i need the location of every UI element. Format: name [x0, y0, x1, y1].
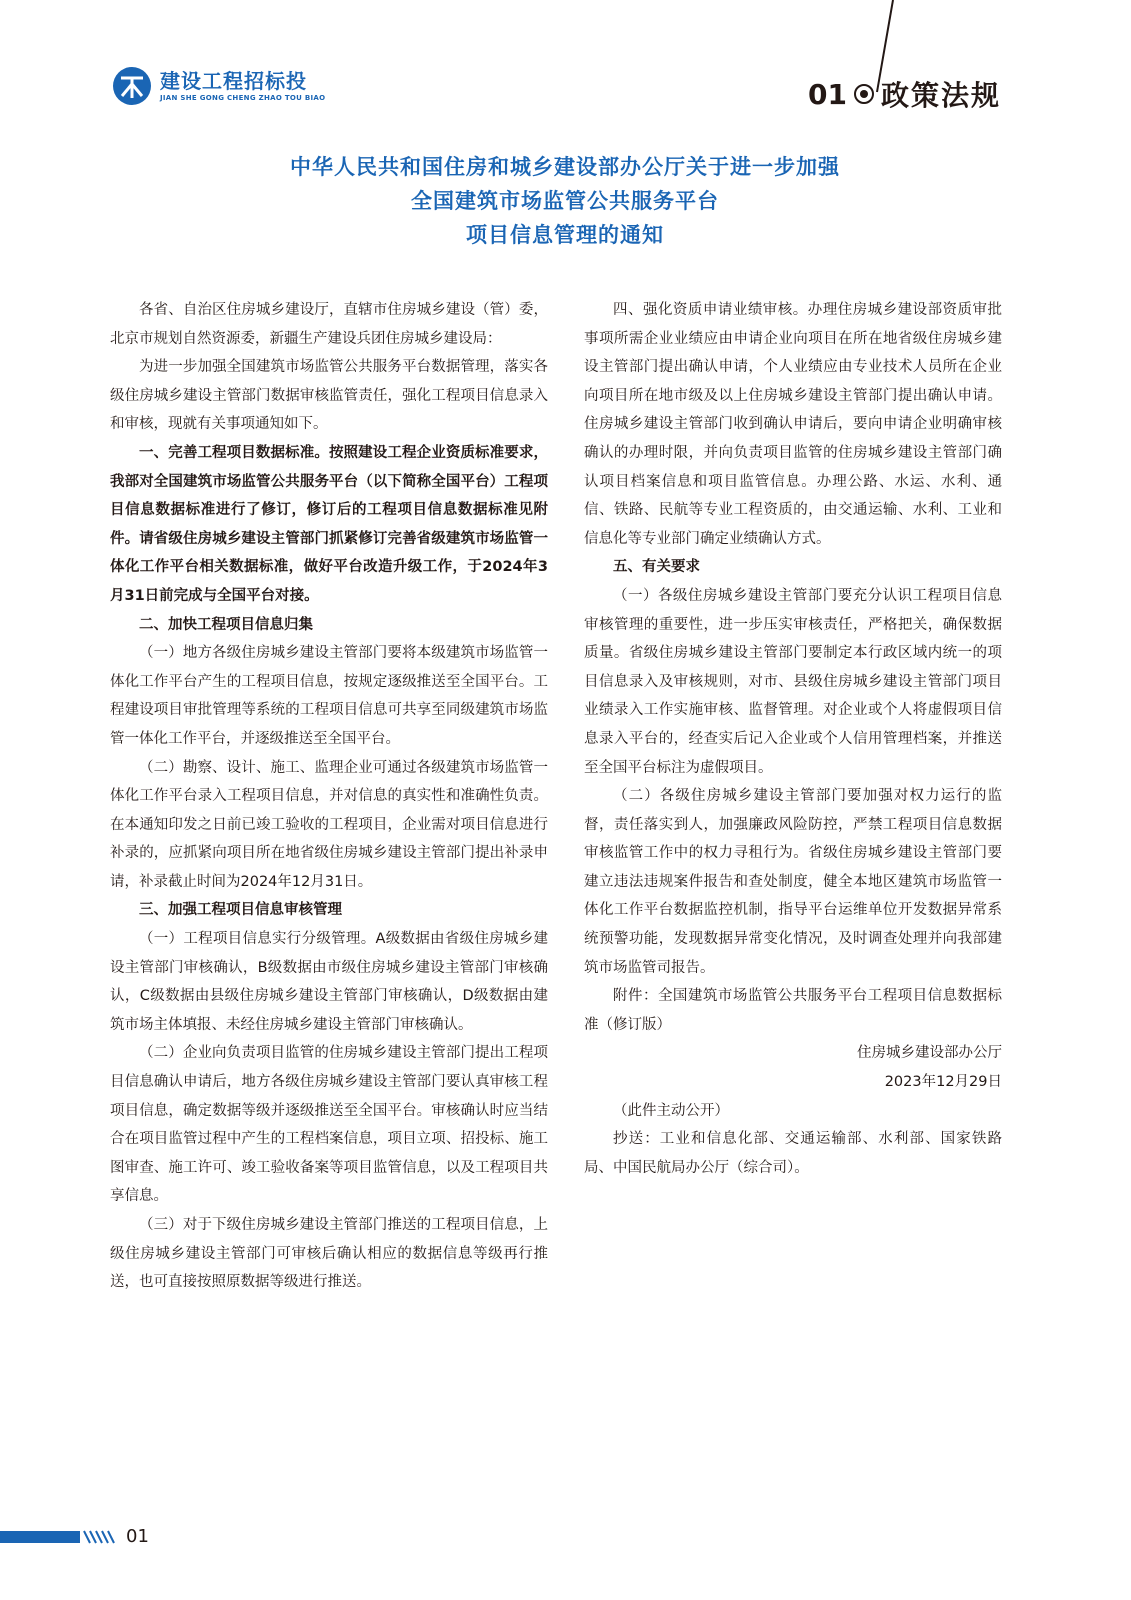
title-line: 全国建筑市场监管公共服务平台 — [411, 188, 719, 213]
paragraph: （二）各级住房城乡建设主管部门要加强对权力运行的监督，责任落实到人，加强廉政风险防控，严禁工程项目信息数据审核监管工作中的权力寻租行为。省级住房城乡建设主管部门要建立违法违规案件报告和查处制度，健全本地区建筑市场监管一体化工作平台数据监控机制，指导平台运维单位开发数据异常系统预警功能，发现数据异常变化情况，及时调查处理并向我部建筑市场监管司报告。 — [584, 788, 1002, 976]
disclosure-note: （此件主动公开） — [613, 1102, 729, 1119]
article-title — [110, 150, 1020, 252]
section-number: 01 — [808, 77, 847, 111]
footer-stripes-icon — [82, 1529, 118, 1545]
cc-list: 抄送：工业和信息化部、交通运输部、水利部、国家铁路局、中国民航局办公厅（综合司）。 — [584, 1131, 1002, 1176]
paragraph: （一）各级住房城乡建设主管部门要充分认识工程项目信息审核管理的重要性，进一步压实审核责任，严格把关，确保数据质量。省级住房城乡建设主管部门要制定本行政区域内统一的项目信息录入及审核规则，对市、县级住房城乡建设主管部门项目业绩录入工作实施审核、监督管理。对企业或个人将虚假项目信息录入平台的，经查实后记入企业或个人信用管理档案，并推送至全国平台标注为虚假项目。 — [584, 587, 1002, 776]
paragraph: （一）地方各级住房城乡建设主管部门要将本级建筑市场监管一体化工作平台产生的工程项目信息，按规定逐级推送至全国平台。工程建设项目审批管理等系统的工程项目信息可共享至同级建筑市场监管一体化工作平台，并逐级推送至全国平台。 — [110, 645, 548, 747]
magazine-logo — [112, 66, 325, 106]
issuer: 住房城乡建设部办公厅 — [857, 1045, 1002, 1062]
paragraph: （一）工程项目信息实行分级管理。A级数据由省级住房城乡建设主管部门审核确认，B级数据由市级住房城乡建设主管部门审核确认，C级数据由县级住房城乡建设主管部门审核确认，D级数据由建筑市场主体填报、未经住房城乡建设主管部门审核确认。 — [110, 931, 548, 1033]
logo-pinyin-name: JIAN SHE GONG CHENG ZHAO TOU BIAO — [160, 94, 326, 102]
page-number: 01 — [126, 1526, 149, 1547]
section-2-heading: 二、加快工程项目信息归集 — [139, 616, 313, 633]
left-column — [110, 296, 548, 1297]
attachment-note: 附件：全国建筑市场监管公共服务平台工程项目信息数据标准（修订版） — [584, 988, 1002, 1033]
addressee: 各省、自治区住房城乡建设厅，直辖市住房城乡建设（管）委，北京市规划自然资源委，新疆生产建设兵团住房城乡建设局： — [110, 302, 548, 347]
intro-paragraph: 为进一步加强全国建筑市场监管公共服务平台数据管理，落实各级住房城乡建设主管部门数据审核监管责任，强化工程项目信息录入和审核，现就有关事项通知如下。 — [110, 359, 548, 433]
section-4-paragraph: 四、强化资质申请业绩审核。办理住房城乡建设部资质审批事项所需企业业绩应由申请企业向项目在所在地省级住房城乡建设主管部门提出确认申请，个人业绩应由专业技术人员所在企业向项目所在地市级及以上住房城乡建设主管部门提出确认申请。住房城乡建设主管部门收到确认申请后，要向申请企业明确审核确认的办理时限，并向负责项目监管的住房城乡建设主管部门确认项目档案信息和项目监管信息。办理公路、水运、水利、通信、铁路、民航等专业工程资质的，由交通运输、水利、工业和信息化等专业部门确定业绩确认方式。 — [584, 302, 1002, 547]
title-line: 项目信息管理的通知 — [466, 222, 664, 247]
section-3-heading: 三、加强工程项目信息审核管理 — [139, 902, 342, 919]
paragraph: （二）企业向负责项目监管的住房城乡建设主管部门提出工程项目信息确认申请后，地方各级住房城乡建设主管部门要认真审核工程项目信息，确定数据等级并逐级推送至全国平台。审核确认时应当结合在项目监管过程中产生的工程档案信息，项目立项、招投标、施工图审查、施工许可、竣工验收备案等项目监管信息，以及工程项目共享信息。 — [110, 1045, 548, 1205]
footer-bar — [0, 1531, 80, 1543]
paragraph: （三）对于下级住房城乡建设主管部门推送的工程项目信息，上级住房城乡建设主管部门可审核后确认相应的数据信息等级再行推送，也可直接按照原数据等级进行推送。 — [110, 1217, 548, 1291]
section-5-heading: 五、有关要求 — [613, 559, 700, 576]
issue-date: 2023年12月29日 — [884, 1074, 1002, 1091]
section-label — [808, 74, 1001, 114]
paragraph: （二）勘察、设计、施工、监理企业可通过各级建筑市场监管一体化工作平台录入工程项目信息，并对信息的真实性和准确性负责。在本通知印发之日前已竣工验收的工程项目，企业需对项目信息进行补录的，应抓紧向项目所在地省级住房城乡建设主管部门提出补录申请，补录截止时间为2024年12月31日。 — [110, 759, 548, 890]
title-line: 中华人民共和国住房和城乡建设部办公厅关于进一步加强 — [290, 154, 840, 179]
page-footer — [0, 1526, 149, 1547]
section-1-paragraph: 一、完善工程项目数据标准。按照建设工程企业资质标准要求，我部对全国建筑市场监管公共服务平台（以下简称全国平台）工程项目信息数据标准进行了修订，修订后的工程项目信息数据标准见附件。请省级住房城乡建设主管部门抓紧修订完善省级建筑市场监管一体化工作平台相关数据标准，做好平台改造升级工作，于2024年3月31日前完成与全国平台对接。 — [110, 444, 548, 604]
logo-chinese-name: 建设工程招标投 — [160, 69, 307, 93]
section-name: 政策法规 — [880, 79, 1001, 112]
right-column — [584, 296, 1002, 1182]
target-dot-icon — [853, 83, 875, 105]
logo-emblem-icon — [112, 66, 152, 106]
